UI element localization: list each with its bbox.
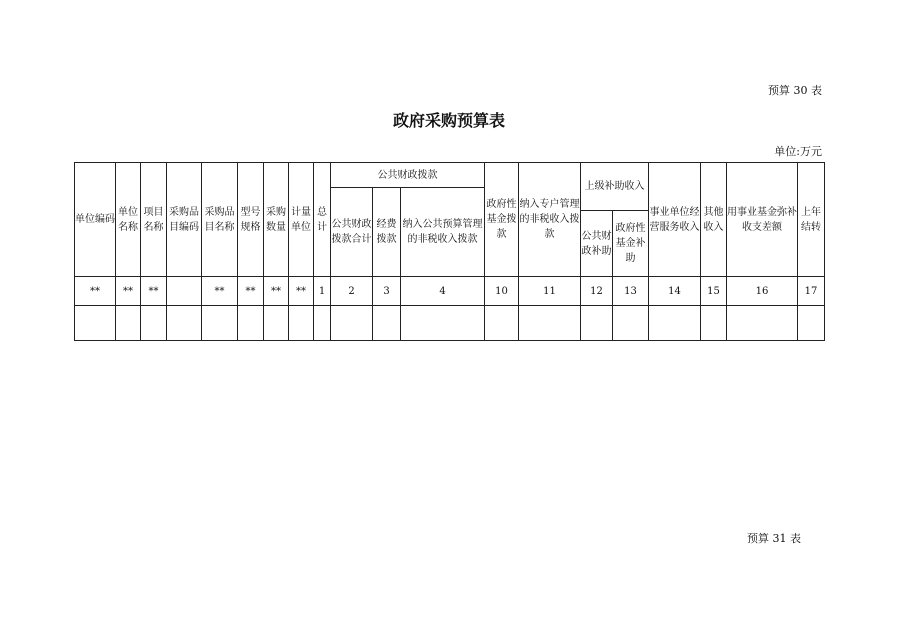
page-title: 政府采购预算表	[392, 111, 505, 130]
header-fund-offset: 用事业基金弥补收支差额	[727, 163, 798, 277]
empty-cell	[727, 306, 798, 341]
index-cell: **	[141, 277, 167, 306]
empty-cell	[314, 306, 331, 341]
index-cell: 13	[613, 277, 649, 306]
empty-cell	[581, 306, 613, 341]
index-cell	[167, 277, 202, 306]
empty-cell	[264, 306, 289, 341]
index-cell: **	[202, 277, 238, 306]
index-cell: 14	[649, 277, 701, 306]
index-cell: **	[75, 277, 116, 306]
empty-cell	[116, 306, 141, 341]
header-unit-name: 单位名称	[116, 163, 141, 277]
empty-cell	[798, 306, 825, 341]
header-public-finance-sum: 公共财政拨款合计	[331, 188, 373, 277]
index-cell: 12	[581, 277, 613, 306]
header-project-name: 项目名称	[141, 163, 167, 277]
index-cell: 1	[314, 277, 331, 306]
empty-cell	[167, 306, 202, 341]
index-cell: **	[238, 277, 264, 306]
empty-cell	[75, 306, 116, 341]
procurement-budget-table	[74, 162, 825, 341]
header-total: 总计	[314, 163, 331, 277]
empty-cell	[289, 306, 314, 341]
index-cell: 2	[331, 277, 373, 306]
empty-cell	[485, 306, 519, 341]
empty-cell	[401, 306, 485, 341]
index-cell: **	[289, 277, 314, 306]
index-cell: 15	[701, 277, 727, 306]
header-public-finance-group: 公共财政拨款	[331, 163, 485, 188]
index-cell: 17	[798, 277, 825, 306]
header-quantity: 采购数量	[264, 163, 289, 277]
unit-label: 单位:万元	[774, 145, 822, 158]
empty-cell	[202, 306, 238, 341]
empty-cell	[701, 306, 727, 341]
index-cell: **	[116, 277, 141, 306]
index-cell: 10	[485, 277, 519, 306]
header-spec: 型号规格	[238, 163, 264, 277]
index-cell: 3	[373, 277, 401, 306]
header-item-name: 采购品目名称	[202, 163, 238, 277]
header-measure-unit: 计量单位	[289, 163, 314, 277]
header-carryover: 上年结转	[798, 163, 825, 277]
index-cell: 16	[727, 277, 798, 306]
header-unit-code: 单位编码	[75, 163, 116, 277]
empty-cell	[613, 306, 649, 341]
table-number-bottom: 预算 31 表	[747, 532, 801, 545]
header-upper-gov-fund: 政府性基金补助	[613, 211, 649, 277]
header-gov-fund: 政府性基金拨款	[485, 163, 519, 277]
header-item-code: 采购品目编码	[167, 163, 202, 277]
table-number-top: 预算 30 表	[768, 84, 822, 97]
header-operating-grant: 经费拨款	[373, 188, 401, 277]
header-upper-public-finance: 公共财政补助	[581, 211, 613, 277]
index-cell: **	[264, 277, 289, 306]
header-upper-grant-group: 上级补助收入	[581, 163, 649, 211]
empty-cell	[238, 306, 264, 341]
empty-cell	[331, 306, 373, 341]
header-special-nontax: 纳入专户管理的非税收入拨款	[519, 163, 581, 277]
header-other-revenue: 其他收入	[701, 163, 727, 277]
empty-data-row	[75, 306, 825, 341]
empty-cell	[649, 306, 701, 341]
header-budget-nontax: 纳入公共预算管理的非税收入拨款	[401, 188, 485, 277]
index-cell: 4	[401, 277, 485, 306]
index-row	[75, 277, 825, 306]
header-business-revenue: 事业单位经营服务收入	[649, 163, 701, 277]
empty-cell	[373, 306, 401, 341]
empty-cell	[141, 306, 167, 341]
index-cell: 11	[519, 277, 581, 306]
empty-cell	[519, 306, 581, 341]
